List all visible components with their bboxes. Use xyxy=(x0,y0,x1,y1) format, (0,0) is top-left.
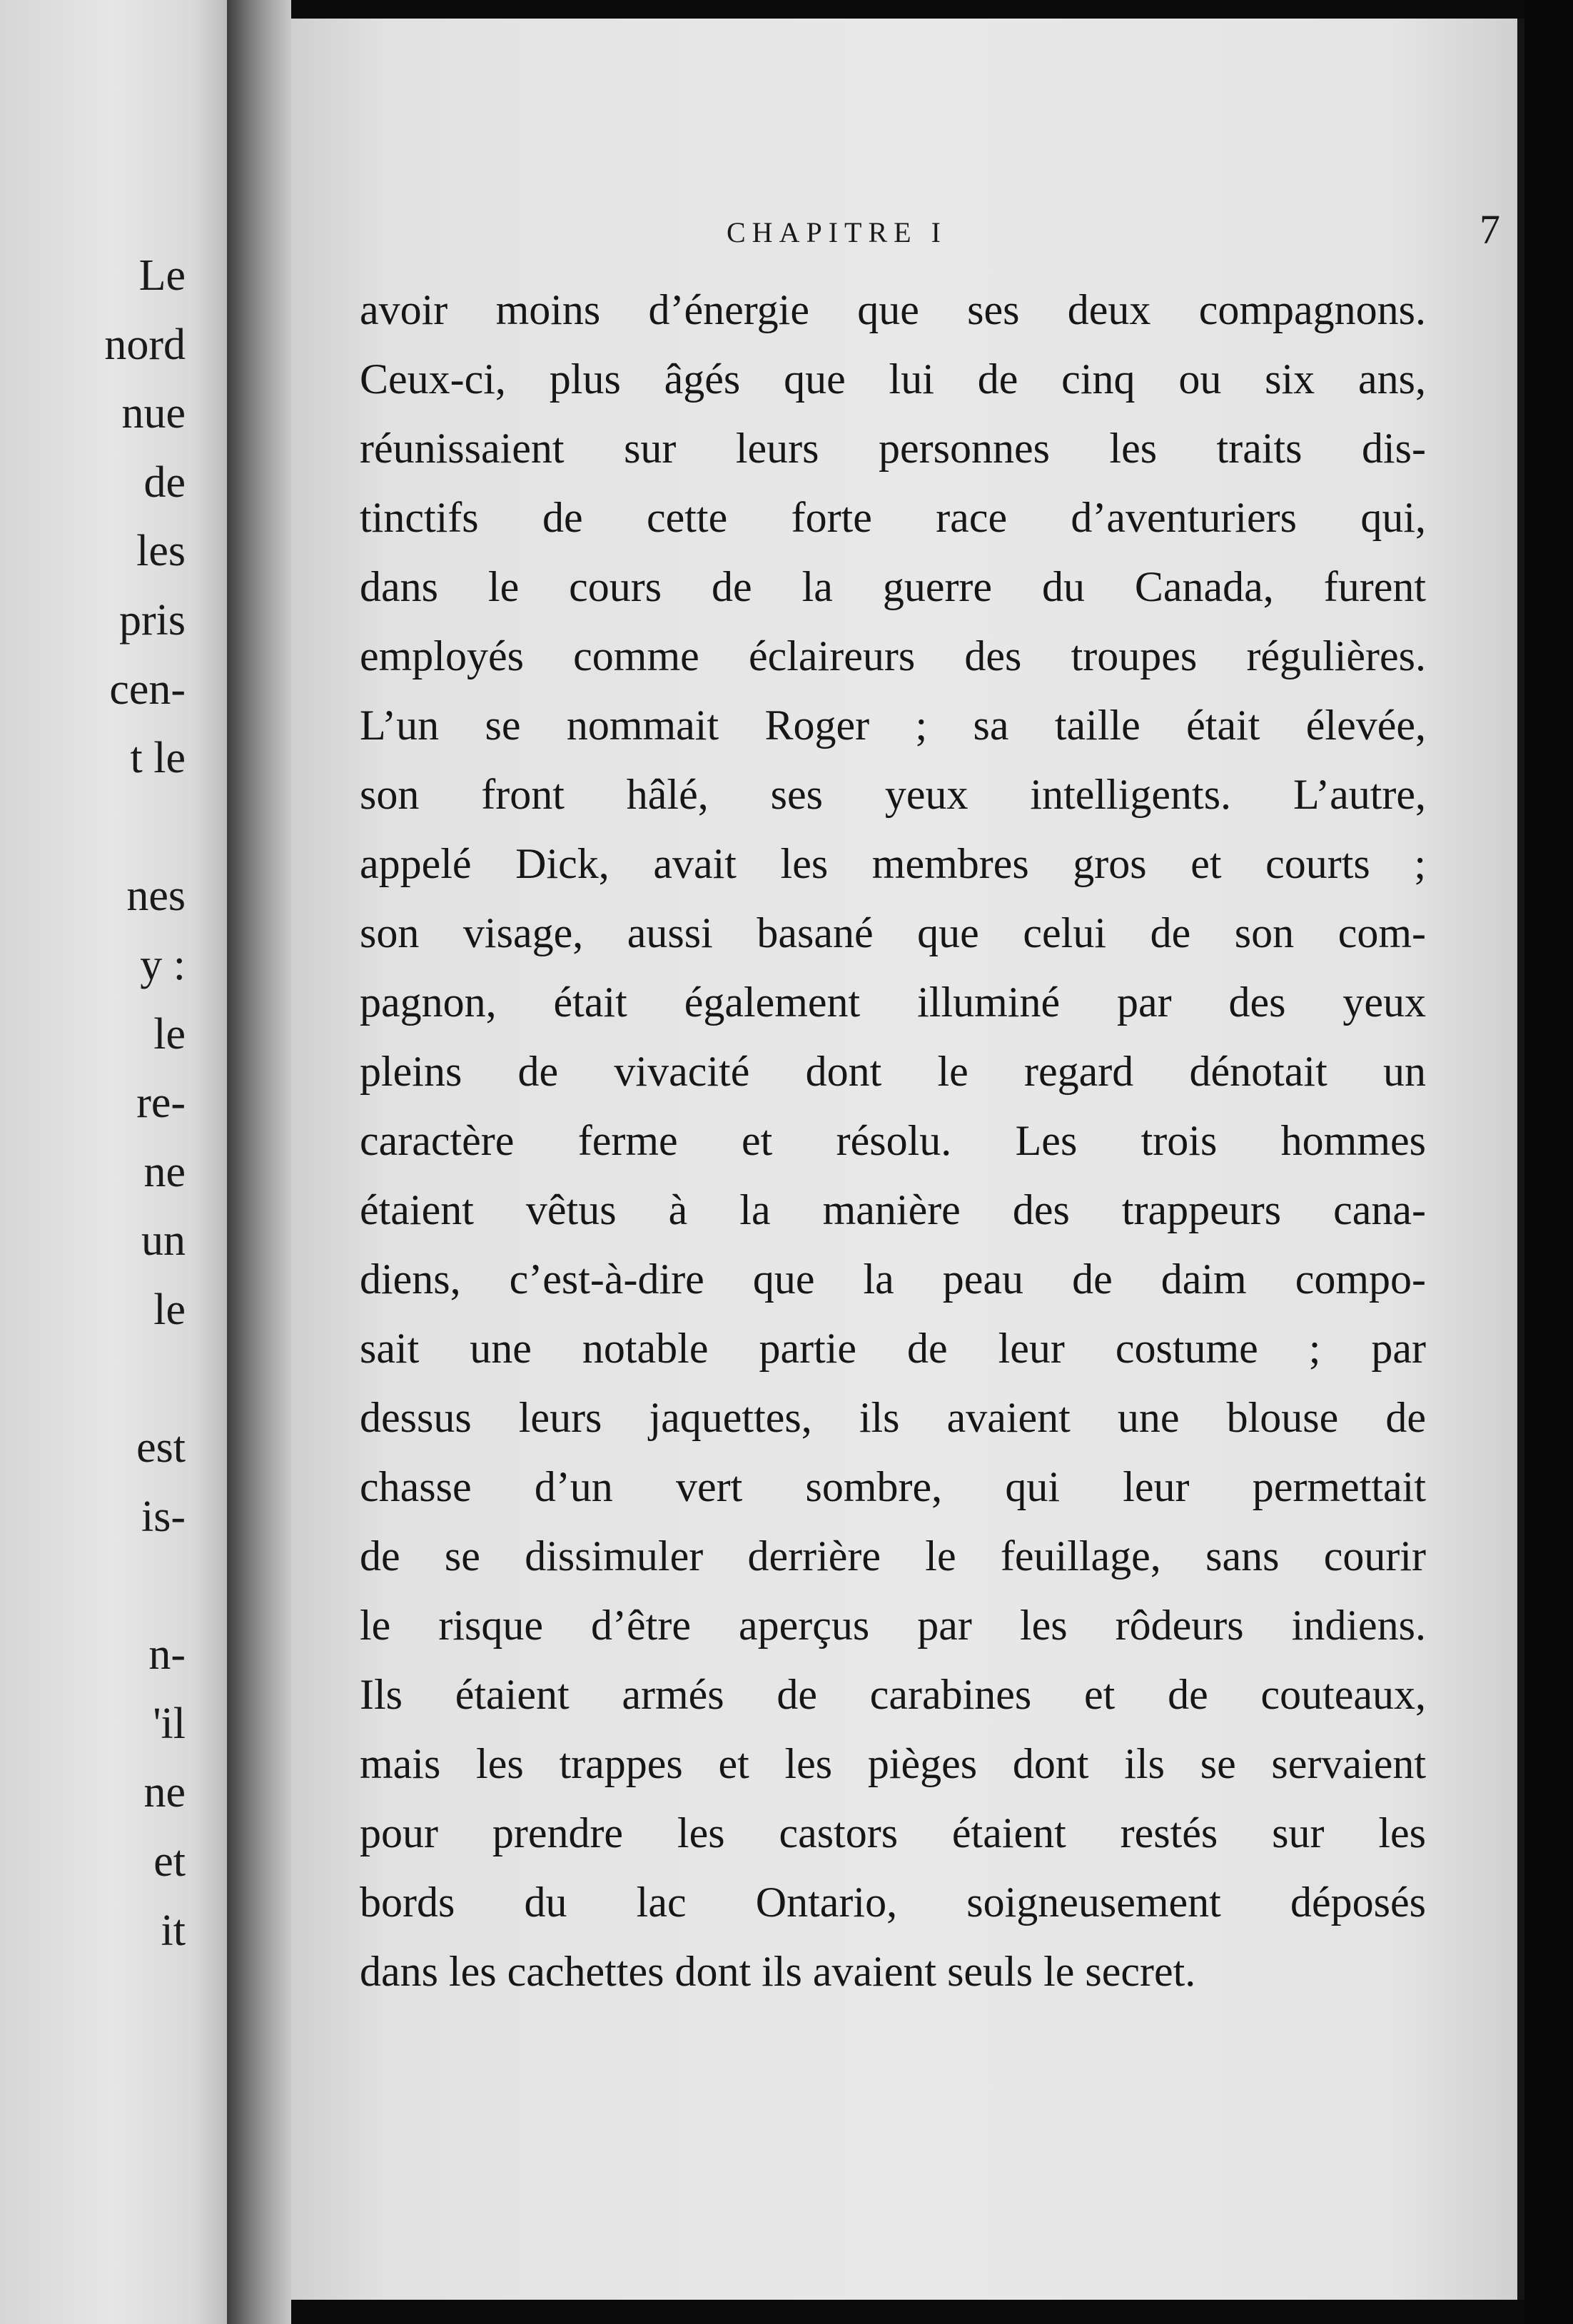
text-line: sait une notable partie de leur costume ; par xyxy=(360,1325,1426,1372)
left-page-fragment: le xyxy=(153,1285,186,1334)
text-line: bords du lac Ontario, soigneusement déposés xyxy=(360,1879,1426,1926)
left-page-fragment: 'il xyxy=(153,1699,186,1748)
text-line: employés comme éclaireurs des troupes régulières. xyxy=(360,632,1426,679)
text-line: étaient vêtus à la manière des trappeurs cana- xyxy=(360,1186,1426,1233)
left-page-fragment: et xyxy=(153,1837,186,1886)
left-page-fragment: est xyxy=(136,1423,186,1472)
text-line: Ils étaient armés de carabines et de couteaux, xyxy=(360,1671,1426,1718)
text-line: le risque d’être aperçus par les rôdeurs indiens. xyxy=(360,1602,1426,1649)
text-line: appelé Dick, avait les membres gros et courts ; xyxy=(360,840,1426,887)
text-line: chasse d’un vert sombre, qui leur permettait xyxy=(360,1463,1426,1510)
text-line: pagnon, était également illuminé par des yeux xyxy=(360,979,1426,1026)
text-line: dans les cachettes dont ils avaient seuls le secret. xyxy=(360,1948,1196,1995)
left-page-fragment: un xyxy=(141,1216,186,1265)
left-page-fragment: nes xyxy=(126,872,186,920)
text-line: avoir moins d’énergie que ses deux compagnons. xyxy=(360,286,1426,333)
book-gutter xyxy=(227,0,291,2324)
running-head: CHAPITRE I xyxy=(727,216,947,248)
scan-border xyxy=(1524,0,1573,2324)
left-page-fragment: pris xyxy=(119,596,186,645)
previous-page-edge xyxy=(0,0,227,2324)
text-line: son visage, aussi basané que celui de son com- xyxy=(360,909,1426,956)
text-line: diens, c’est-à-dire que la peau de daim compo- xyxy=(360,1256,1426,1303)
left-page-fragment: nord xyxy=(104,320,186,369)
page-body xyxy=(360,276,1426,2006)
text-line: son front hâlé, ses yeux intelligents. L’autre, xyxy=(360,771,1426,818)
book-page xyxy=(291,19,1524,2300)
page-header xyxy=(291,206,1517,261)
left-page-fragment: is- xyxy=(141,1492,186,1541)
text-line: caractère ferme et résolu. Les trois hommes xyxy=(360,1117,1426,1164)
text-line: dans le cours de la guerre du Canada, furent xyxy=(360,563,1426,610)
left-page-fragment: nue xyxy=(121,389,186,438)
left-page-fragment: t le xyxy=(130,734,186,782)
text-line: L’un se nommait Roger ; sa taille était élevée, xyxy=(360,702,1426,749)
left-page-fragment: cen- xyxy=(109,665,186,714)
left-page-fragment: y : xyxy=(140,941,186,989)
text-line: dessus leurs jaquettes, ils avaient une blouse de xyxy=(360,1394,1426,1441)
text-line: de se dissimuler derrière le feuillage, sans courir xyxy=(360,1532,1426,1580)
text-line: Ceux-ci, plus âgés que lui de cinq ou six ans, xyxy=(360,355,1426,403)
left-page-fragment: ne xyxy=(143,1148,186,1196)
left-page-fragment: it xyxy=(161,1906,186,1955)
left-page-fragment: re- xyxy=(136,1078,186,1127)
text-line: pour prendre les castors étaient restés sur les xyxy=(360,1809,1426,1856)
text-line: tinctifs de cette forte race d’aventuriers qui, xyxy=(360,494,1426,541)
text-line: mais les trappes et les pièges dont ils se servaient xyxy=(360,1740,1426,1787)
text-line: réunissaient sur leurs personnes les traits dis- xyxy=(360,425,1426,472)
left-page-fragment: n- xyxy=(148,1630,186,1679)
left-page-fragment: les xyxy=(136,527,186,575)
text-line: pleins de vivacité dont le regard dénotait un xyxy=(360,1048,1426,1095)
page-number: 7 xyxy=(1480,206,1500,253)
left-page-fragment: le xyxy=(153,1010,186,1059)
left-page-fragment: de xyxy=(143,458,186,507)
left-page-fragment: ne xyxy=(143,1768,186,1817)
left-page-fragment: Le xyxy=(138,251,186,300)
